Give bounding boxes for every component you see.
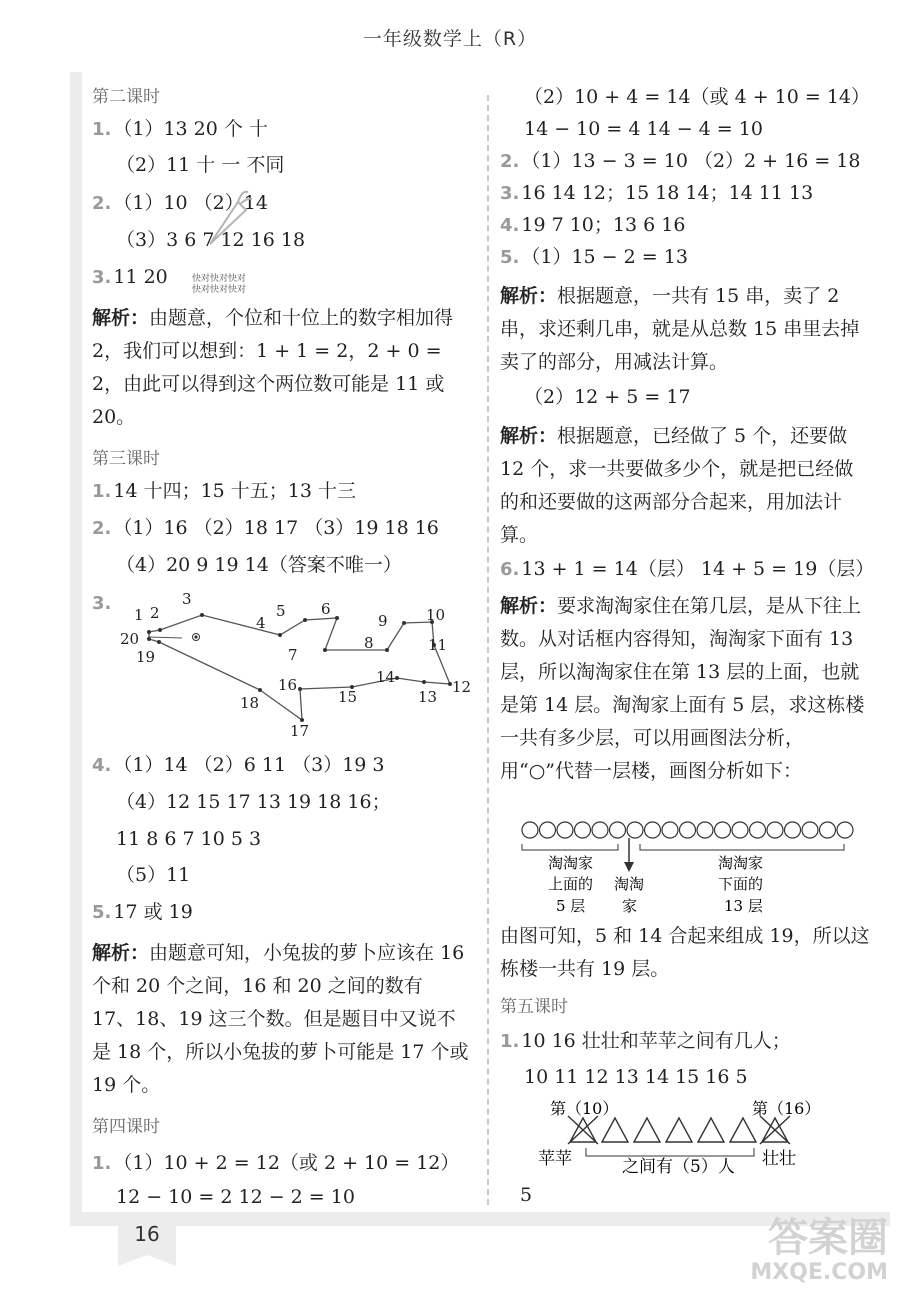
dot-16 <box>298 687 302 691</box>
answer-line: 4. 19 7 10；13 6 16 <box>500 214 686 236</box>
explanation: 解析：由题意，个位和十位上的数字相加得 2，我们可以想到：1 + 1 = 2，2 + 0 = 2，由此可以得到这个两位数可能是 11 或 20。 <box>92 307 454 428</box>
answer-line: 3. <box>92 593 112 614</box>
left-margin-band <box>70 72 82 1212</box>
floor-circle <box>575 822 591 838</box>
answer-line: 11 8 6 7 10 5 3 <box>116 828 262 850</box>
explanation: 解析：由题意可知，小兔拔的萝卜应该在 16 个和 20 个之间，16 和 20 之间的数有 17、18、19 这三个数。但是题目中又说不是 18 个，所以小兔拔的萝卜可能是 17 个或 19 个。 <box>92 942 469 1096</box>
floor-circle <box>697 822 713 838</box>
carrot-icon <box>202 188 252 248</box>
floor-circle <box>540 822 556 838</box>
explanation: 解析：要求淘淘家住在第几层，是从下往上数。从对话框内容得知，淘淘家下面有 13 层，所以淘淘家住在第 13 层的上面，也就是第 14 层。淘淘家上面有 5 层，求这栋楼一共有多少层，可以用画图法分析，用“○”代替一层楼，画图分析如下： <box>500 595 865 782</box>
explanation: 解析：根据题意，一共有 15 串，卖了 2 串，求还剩几串，就是从总数 15 串里去掉卖了的部分，用减法计算。 <box>500 285 860 373</box>
dolphin-mouth <box>149 637 182 638</box>
left-position: 第（10） <box>550 1099 619 1118</box>
answer-line: 2. （1）13 − 3 = 10 （2）2 + 16 = 18 <box>500 150 861 172</box>
dolphin-pupil <box>194 635 197 638</box>
dot-2 <box>158 628 162 632</box>
floor-circle <box>837 822 853 838</box>
final-answer: 5 <box>520 1184 533 1206</box>
person-triangle <box>666 1118 692 1142</box>
dot-to-dot-dolphin <box>112 590 492 740</box>
dot-label-5: 5 <box>276 602 286 620</box>
person-triangle <box>602 1118 628 1142</box>
answer-line: （4）20 9 19 14（答案不唯一） <box>116 554 402 576</box>
floor-circle <box>785 822 801 838</box>
dot-4 <box>278 633 282 637</box>
dot-labels <box>120 590 471 740</box>
connection-lines <box>149 615 450 720</box>
dot-7 <box>323 648 327 652</box>
floor-circle <box>680 822 696 838</box>
floor-circle <box>645 822 661 838</box>
floor-circle <box>522 822 538 838</box>
answer-line: 3. 16 14 12；15 18 14；14 11 13 <box>500 182 814 204</box>
dot-label-3: 3 <box>182 590 192 608</box>
dot-label-8: 8 <box>364 634 374 652</box>
page-number: 16 <box>134 1222 160 1246</box>
answer-line: 3. 11 20 <box>92 266 168 288</box>
answer-line: 5. （1）15 − 2 = 13 <box>500 246 688 268</box>
queue-diagram <box>530 1094 860 1180</box>
right-label-2: 下面的 <box>718 875 764 893</box>
answer-line: 2. （1）16 （2）18 17 （3）19 18 16 <box>92 517 439 539</box>
explanation: 解析：根据题意，已经做了 5 个，还要做 12 个，求一共要做多少个，就是把已经做的和还要做的这两部分合起来，用加法计算。 <box>500 425 854 546</box>
section-title: 第四课时 <box>92 1117 160 1137</box>
dot-label-12: 12 <box>452 678 472 696</box>
answer-line: 4. （1）14 （2）6 11 （3）19 3 <box>92 754 385 776</box>
mid-label-2: 家 <box>622 897 638 915</box>
cross-mark <box>760 1116 790 1144</box>
dot-label-15: 15 <box>338 688 358 706</box>
floor-circle <box>715 822 731 838</box>
floor-circle <box>750 822 766 838</box>
queue-triangles <box>568 1116 790 1144</box>
page-header: 一年级数学上（R） <box>362 28 538 50</box>
dot-label-7: 7 <box>288 646 298 664</box>
person-triangle <box>730 1118 756 1142</box>
answer-line: 6. 13 + 1 = 14（层） 14 + 5 = 19（层） <box>500 558 875 580</box>
person-triangle <box>634 1118 660 1142</box>
dot-6 <box>335 616 339 620</box>
floor-circles <box>522 822 853 838</box>
floor-circle <box>767 822 783 838</box>
name-pingping: 苹苹 <box>538 1149 572 1169</box>
left-label-2: 上面的 <box>548 875 594 893</box>
dot-3 <box>200 613 204 617</box>
answer-line: （4）12 15 17 13 19 18 16； <box>116 791 391 813</box>
conclusion: 由图可知，5 和 14 合起来组成 19，所以这栋楼一共有 19 层。 <box>500 925 870 980</box>
answer-line: （2）11 十 一 不同 <box>116 154 285 176</box>
dot-9 <box>402 621 406 625</box>
dot-label-10: 10 <box>426 606 446 624</box>
dot-label-4: 4 <box>256 614 266 632</box>
dolphin-outline <box>149 615 450 720</box>
dot-label-16: 16 <box>278 676 298 694</box>
answer-line: （5）11 <box>116 864 191 886</box>
watermark: 答案圈 MXQE.COM <box>750 1215 888 1285</box>
dot-label-14: 14 <box>376 668 396 686</box>
floor-circle <box>557 822 573 838</box>
dot-1 <box>147 630 151 634</box>
answer-line: （3）3 6 7 12 16 18 <box>116 229 306 251</box>
floor-circle <box>820 822 836 838</box>
answer-line: 1. （1）13 20 个 十 <box>92 118 268 140</box>
left-label-1: 淘淘家 <box>548 854 594 872</box>
answer-line: （2）10 + 4 = 14（或 4 + 10 = 14） <box>524 86 871 108</box>
dot-label-17: 17 <box>290 722 310 740</box>
dot-points <box>147 613 452 722</box>
dot-19 <box>157 640 161 644</box>
answer-line: 2. （1）10 （2）14 <box>92 192 268 214</box>
dot-label-9: 9 <box>378 612 388 630</box>
between-label: 之间有（5）人 <box>622 1157 735 1177</box>
dot-20 <box>147 637 151 641</box>
name-zhuangzhuang: 壮壮 <box>762 1149 796 1169</box>
section-title: 第二课时 <box>92 87 160 107</box>
mid-label-1: 淘淘 <box>614 875 645 893</box>
answer-line: 1. （1）10 + 2 = 12（或 2 + 10 = 12） <box>92 1152 460 1174</box>
dot-label-18: 18 <box>240 694 260 712</box>
dot-14 <box>395 676 399 680</box>
dot-label-1: 1 <box>134 606 144 624</box>
answer-line: 5. 17 或 19 <box>92 901 193 923</box>
left-label-3: 5 层 <box>556 897 586 915</box>
answer-line: 14 − 10 = 4 14 − 4 = 10 <box>524 118 763 140</box>
cross-mark <box>568 1116 598 1144</box>
dot-5 <box>303 618 307 622</box>
dot-label-19: 19 <box>136 648 156 666</box>
right-label-1: 淘淘家 <box>718 854 764 872</box>
dot-label-6: 6 <box>321 600 331 618</box>
floor-circle <box>662 822 678 838</box>
dot-label-2: 2 <box>150 604 160 622</box>
stamp-text: 快对快对快对 快对快对快对 <box>192 274 247 295</box>
answer-line: 1. 10 16 壮壮和苹苹之间有几人； <box>500 1030 791 1052</box>
floor-circle <box>627 822 643 838</box>
section-title: 第三课时 <box>92 449 160 469</box>
dot-18 <box>258 688 262 692</box>
answer-line: 10 11 12 13 14 15 16 5 <box>524 1066 748 1088</box>
dot-8 <box>385 648 389 652</box>
dot-13 <box>422 680 426 684</box>
right-position: 第（16） <box>752 1099 821 1118</box>
right-label-3: 13 层 <box>724 897 763 915</box>
floor-circle <box>610 822 626 838</box>
floor-circle <box>592 822 608 838</box>
floor-diagram <box>518 814 858 920</box>
person-triangle <box>698 1118 724 1142</box>
floor-circle <box>802 822 818 838</box>
section-title: 第五课时 <box>500 997 568 1017</box>
answer-line: 12 − 10 = 2 12 − 2 = 10 <box>116 1186 355 1208</box>
dot-label-11: 11 <box>428 636 448 654</box>
answer-line: （2）12 + 5 = 17 <box>524 386 691 408</box>
dot-label-20: 20 <box>120 630 140 648</box>
dot-label-13: 13 <box>418 688 438 706</box>
floor-circle <box>732 822 748 838</box>
answer-line: 1. 14 十四；15 十五；13 十三 <box>92 480 357 502</box>
